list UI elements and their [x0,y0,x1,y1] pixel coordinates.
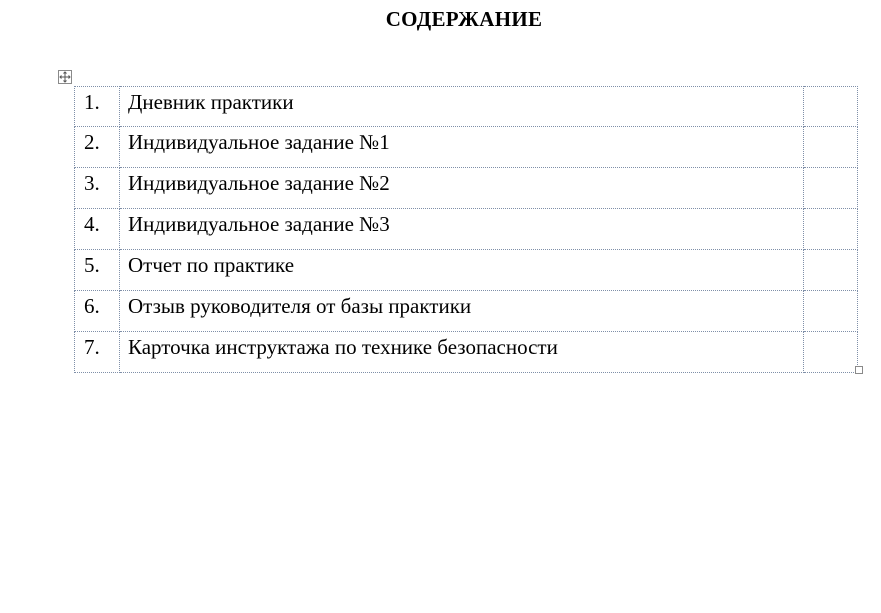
table-row [75,250,858,291]
row-title-cell[interactable] [120,168,804,209]
row-number-cell[interactable] [75,168,120,209]
table-row [75,332,858,373]
row-title: Индивидуальное задание №2 [128,171,390,195]
row-title: Дневник практики [128,90,294,114]
row-number: 3. [84,171,100,195]
table-row [75,291,858,332]
row-number: 1. [84,90,100,114]
table-row [75,87,858,127]
row-number-cell[interactable] [75,332,120,373]
row-title: Отзыв руководителя от базы практики [128,294,472,318]
row-number-cell[interactable] [75,250,120,291]
row-title: Индивидуальное задание №1 [128,130,390,154]
row-number: 4. [84,212,100,236]
row-page-cell[interactable] [804,127,858,168]
table-row [75,127,858,168]
row-title: Карточка инструктажа по технике безопасности [128,335,558,359]
row-title-cell[interactable] [120,87,804,127]
move-arrows-icon [59,71,71,83]
row-title: Отчет по практике [128,253,295,277]
table-row [75,168,858,209]
row-title-cell[interactable] [120,291,804,332]
row-title-cell[interactable] [120,127,804,168]
row-page-cell[interactable] [804,209,858,250]
row-title: Индивидуальное задание №3 [128,212,390,236]
row-title-cell[interactable] [120,209,804,250]
row-page-cell[interactable] [804,332,858,373]
row-number: 6. [84,294,100,318]
row-number-cell[interactable] [75,209,120,250]
row-number: 7. [84,335,100,359]
row-page-cell[interactable] [804,291,858,332]
row-title-cell[interactable] [120,332,804,373]
row-number-cell[interactable] [75,87,120,127]
row-page-cell[interactable] [804,250,858,291]
row-page-cell[interactable] [804,87,858,127]
row-page-cell[interactable] [804,168,858,209]
row-title-cell[interactable] [120,250,804,291]
row-number: 5. [84,253,100,277]
toc-table [74,86,858,373]
row-number-cell[interactable] [75,127,120,168]
row-number: 2. [84,130,100,154]
page-title: СОДЕРЖАНИЕ [385,7,543,31]
table-move-handle[interactable] [58,70,72,84]
resize-square-icon[interactable] [855,366,863,374]
table-row [75,209,858,250]
row-number-cell[interactable] [75,291,120,332]
